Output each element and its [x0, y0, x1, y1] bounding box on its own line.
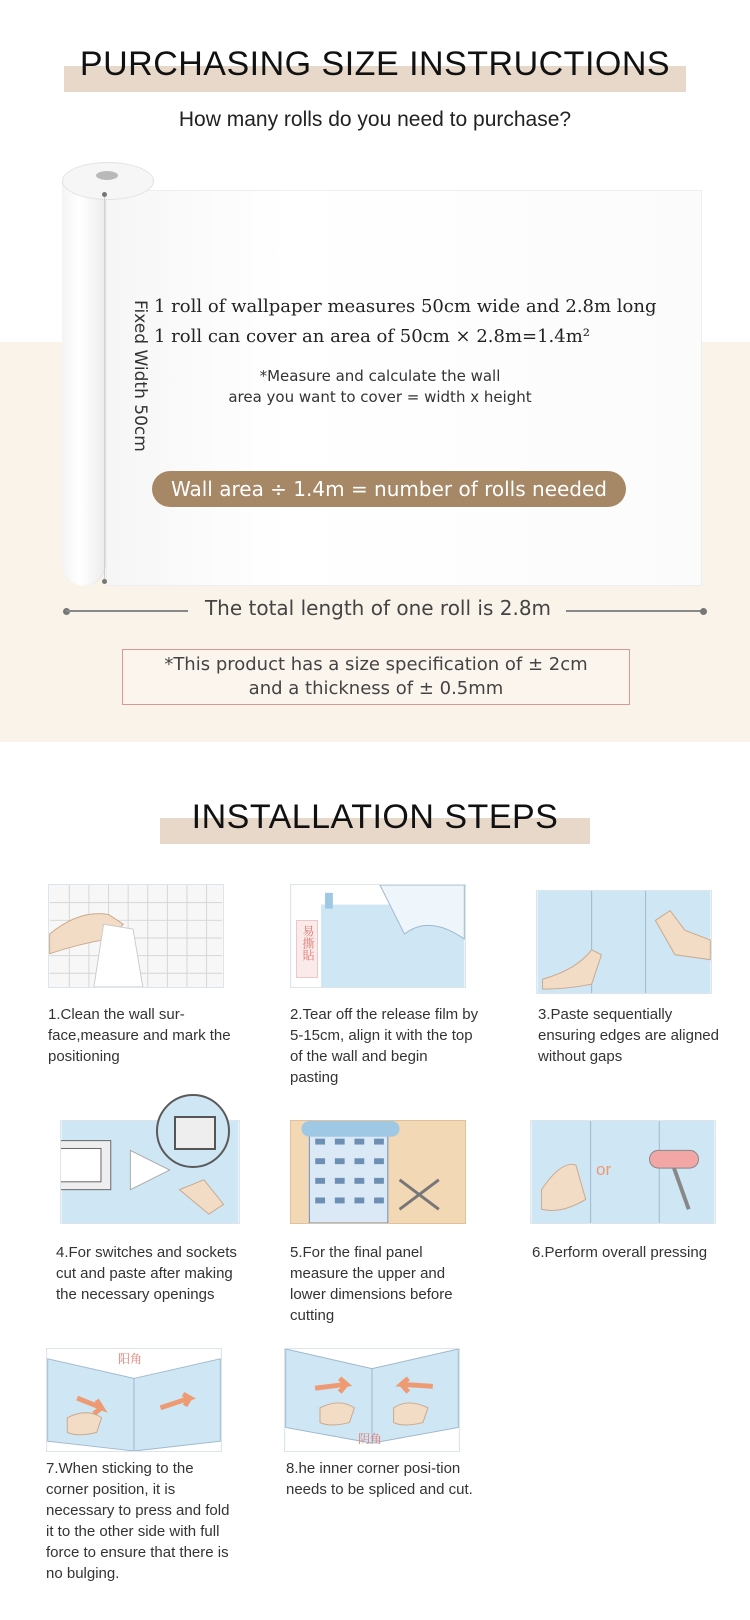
spec-line2: and a thickness of ± 0.5mm: [248, 678, 504, 699]
roll-core-hole: [96, 171, 118, 180]
purchasing-title: PURCHASING SIZE INSTRUCTIONS: [79, 45, 671, 83]
zoom-circle: [156, 1094, 230, 1168]
step-3-caption: 3.Paste sequentially ensuring edges are aligned without gaps: [538, 1006, 719, 1065]
step-3-illustration: [537, 891, 711, 993]
outer-corner-label: 阳角: [118, 1352, 143, 1366]
step-1-image: [48, 884, 224, 988]
step-5-image: [290, 1120, 466, 1224]
installation-title: INSTALLATION STEPS: [191, 798, 559, 836]
inner-corner-label: 阴角: [358, 1432, 383, 1446]
width-measure-line: [104, 196, 105, 582]
measure-note: [200, 366, 560, 408]
length-line-right: [566, 610, 704, 612]
step-1-illustration: [49, 885, 223, 987]
total-length-text: The total length of one roll is 2.8m: [204, 596, 552, 620]
step-1-caption: 1.Clean the wall sur-face,measure and mark the positioning: [48, 1006, 231, 1065]
step-4-caption: 4.For switches and sockets cut and paste after making the necessary openings: [56, 1244, 237, 1303]
measure-dot-bottom: [102, 579, 107, 584]
step-7-caption: 7.When sticking to the corner position, it is necessary to press and fold it to the other side with full force to ensure that there is no bulging.: [46, 1460, 230, 1582]
measure-note-line2: area you want to cover = width x height: [228, 388, 532, 406]
roll-top: [62, 162, 154, 200]
length-dot-right: [700, 608, 707, 615]
measure-dot-top: [102, 192, 107, 197]
switch-socket-shape: [174, 1116, 216, 1150]
spec-box: [122, 649, 630, 705]
roll-body: [62, 182, 106, 586]
step-8-caption: 8.he inner corner posi-tion needs to be spliced and cut.: [286, 1460, 473, 1498]
spec-line1: *This product has a size specification of ± 2cm: [164, 654, 588, 675]
step-3-image: [536, 890, 712, 994]
easy-peel-text: 易撕貼: [301, 925, 315, 961]
step-2-caption: 2.Tear off the release film by 5-15cm, align it with the top of the wall and begin pasting: [290, 1006, 479, 1086]
or-label: or: [596, 1160, 612, 1179]
measure-note-line1: *Measure and calculate the wall: [259, 367, 501, 385]
formula-pill: Wall area ÷ 1.4m = number of rolls needed: [152, 471, 626, 507]
roll-coverage-text: 1 roll can cover an area of 50cm × 2.8m=1.4m²: [154, 326, 591, 347]
step-6-illustration: [531, 1121, 715, 1223]
step-6-caption: 6.Perform overall pressing: [532, 1244, 708, 1261]
step-6-image: [530, 1120, 716, 1224]
roll-dimensions-text: 1 roll of wallpaper measures 50cm wide and 2.8m long: [154, 296, 657, 317]
step-5-caption: 5.For the final panel measure the upper and lower dimensions before cutting: [290, 1244, 453, 1324]
purchase-subtitle: How many rolls do you need to purchase?: [178, 108, 572, 131]
fixed-width-label: Fixed Width 50cm: [130, 300, 150, 452]
easy-peel-tag: [296, 920, 318, 978]
step-5-illustration: [291, 1121, 465, 1223]
length-line-left: [66, 610, 188, 612]
